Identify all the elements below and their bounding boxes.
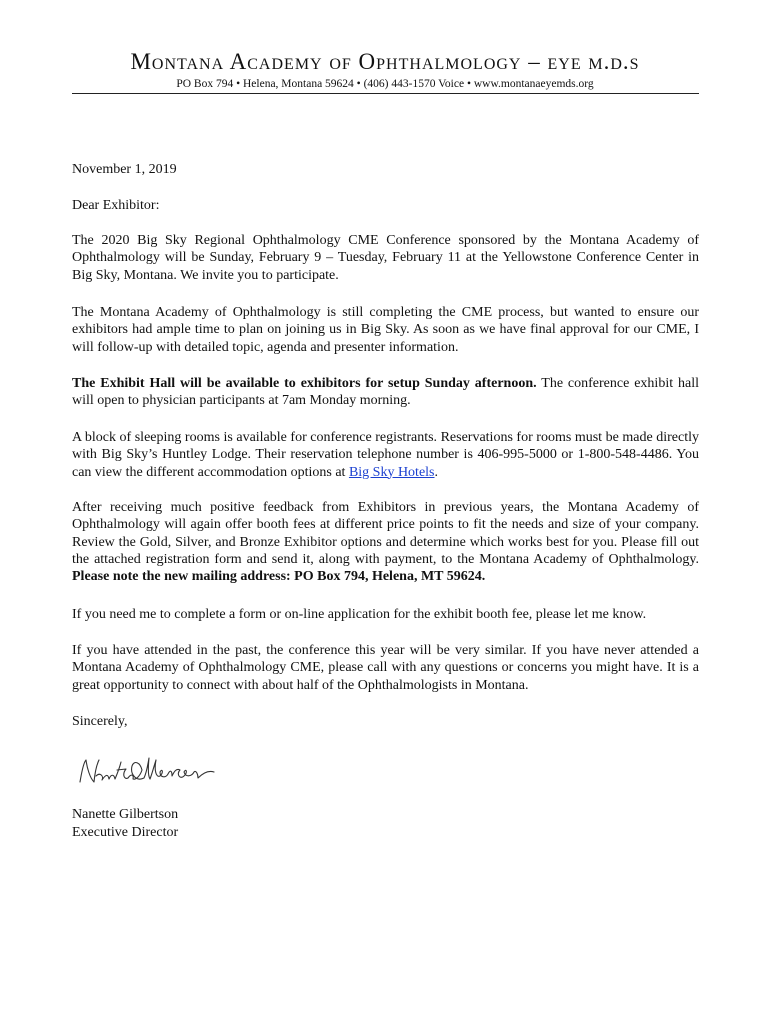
exhibit-hall-notice: The Exhibit Hall will be available to exhibitors for setup Sunday afternoon. xyxy=(72,376,537,391)
signer-title: Executive Director xyxy=(72,825,179,840)
letter-date: November 1, 2019 xyxy=(72,162,177,177)
letterhead-organization: Montana Academy of Ophthalmology – eye m.d.s xyxy=(130,49,640,74)
letterhead-contact: PO Box 794 • Helena, Montana 59624 • (406) 443-1570 Voice • www.montanaeyemds.org xyxy=(176,78,594,90)
mailing-address-notice: Please note the new mailing address: PO Box 794, Helena, MT 59624. xyxy=(72,569,486,585)
paragraph-conference-intro: The 2020 Big Sky Regional Ophthalmology CME Conference sponsored by the Montana Academy of Ophthalmology will be Sunday, February 9 – Tuesday, February 11 at the Yellowstone Conference Center in Big Sky, Montana. We invite you to participate. xyxy=(72,233,699,283)
booth-fees-text: After receiving much positive feedback from Exhibitors in previous years, the Montana Academy of Ophthalmology will again offer booth fees at different price points to fit the needs and size of your company. Review the Gold, Silver, and Bronze Exhibitor options and determine which works best for you. Please fill out the attached registration form and send it, along with payment, to the Montana Academy of Ophthalmology. xyxy=(72,500,699,567)
paragraph-attendance: If you have attended in the past, the conference this year will be very similar. If you have never attended a Montana Academy of Ophthalmology CME, please call with any questions or concerns you might have. It is a great opportunity to connect with about half of the Ophthalmologists in Montana. xyxy=(72,643,699,693)
paragraph-lodging xyxy=(72,429,699,481)
letterhead-divider xyxy=(72,93,699,94)
signer-name: Nanette Gilbertson xyxy=(72,807,179,822)
handwritten-signature xyxy=(76,752,216,792)
lodging-text: A block of sleeping rooms is available for conference registrants. Reservations for rooms must be made directly with Big Sky’s Huntley Lodge. Their reservation telephone number is 406-995-5000 or 1-800-548-4486. You can view the different accommodation options at xyxy=(72,430,699,480)
letter-closing: Sincerely, xyxy=(72,714,128,729)
letter-salutation: Dear Exhibitor: xyxy=(72,198,160,213)
lodging-end: . xyxy=(434,464,439,480)
exhibit-hall-details: The conference exhibit hall will open to physician participants at 7am Monday morning. xyxy=(72,376,699,409)
paragraph-exhibit-hall xyxy=(72,375,699,410)
paragraph-cme-process: The Montana Academy of Ophthalmology is still completing the CME process, but wanted to ensure our exhibitors had ample time to plan on joining us in Big Sky. As soon as we have final approval for our CME, I will follow-up with detailed topic, agenda and presenter information. xyxy=(72,305,699,355)
paragraph-form-help: If you need me to complete a form or on-line application for the exhibit booth fee, please let me know. xyxy=(72,607,647,622)
big-sky-hotels-link[interactable]: Big Sky Hotels xyxy=(348,464,435,480)
paragraph-booth-fees xyxy=(72,499,699,585)
